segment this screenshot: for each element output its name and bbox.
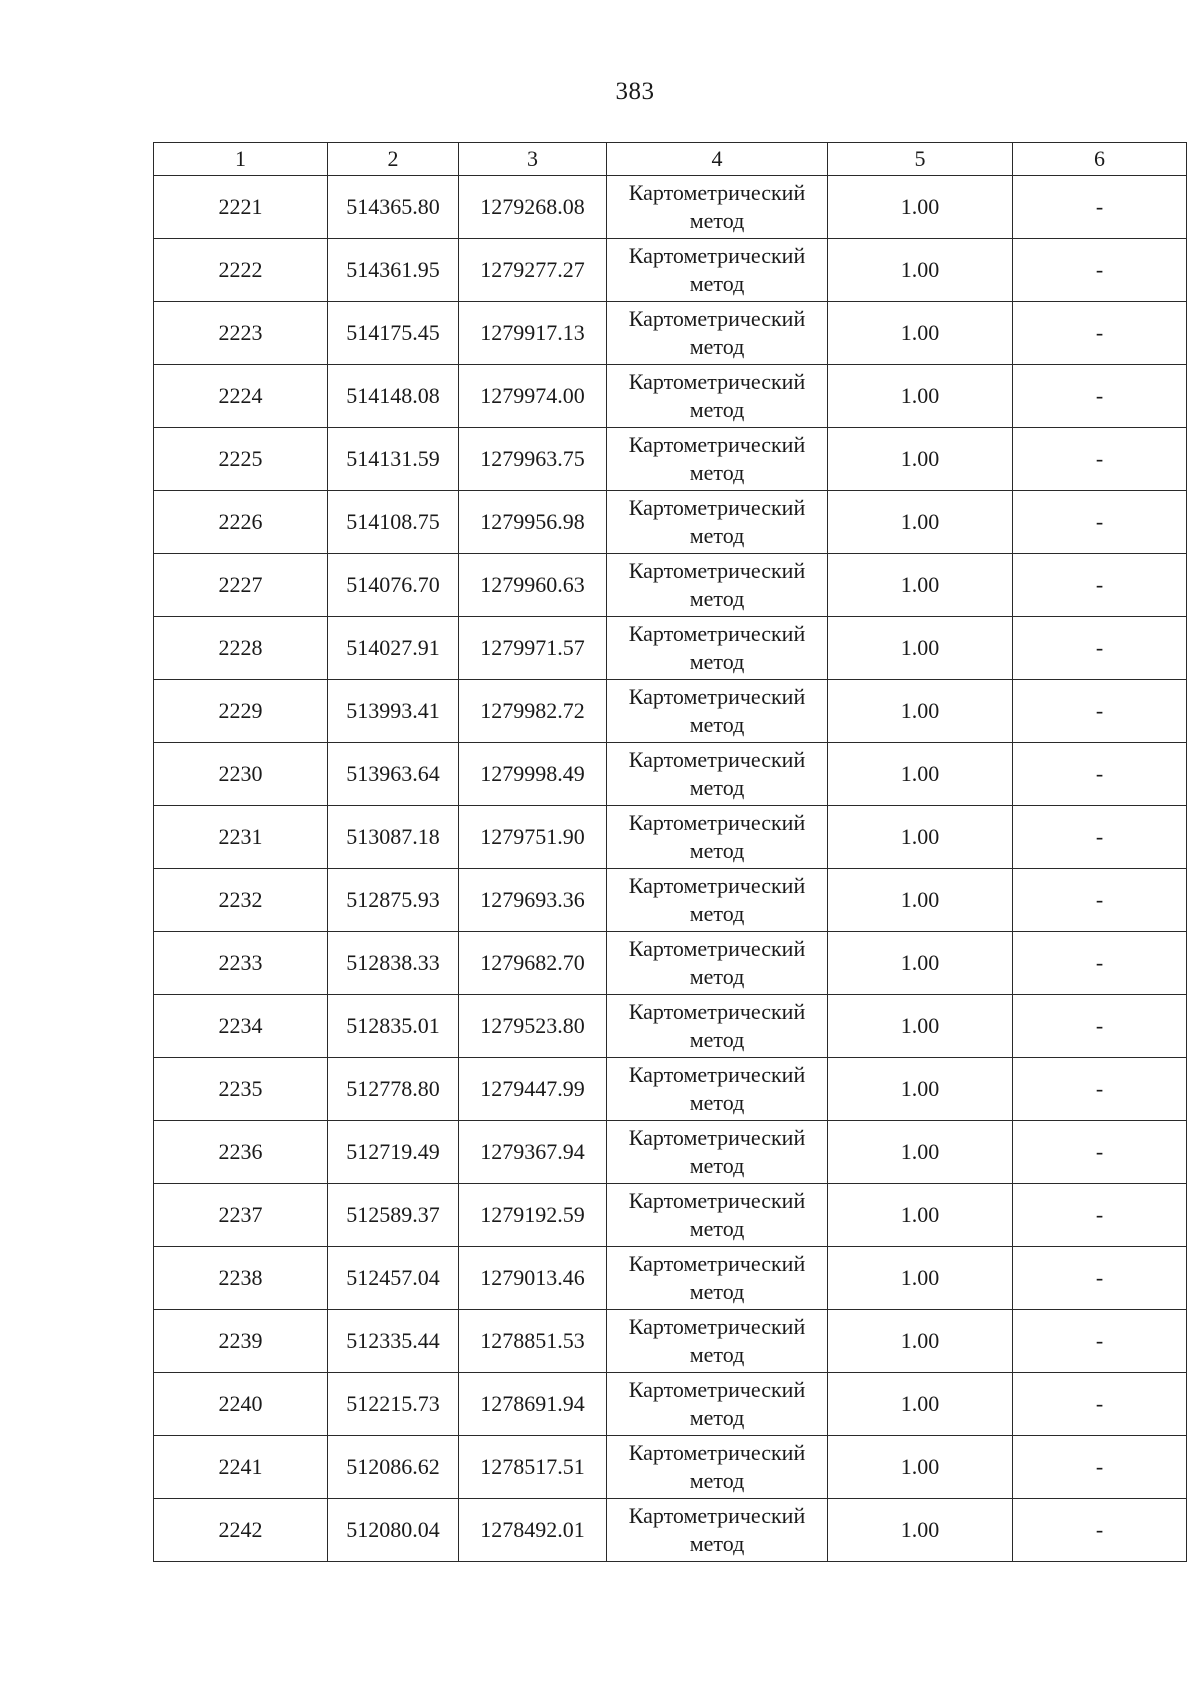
method-line-2: метод: [689, 775, 745, 800]
note-cell: -: [1013, 1184, 1187, 1247]
y-coordinate-cell: 1279974.00: [459, 365, 607, 428]
method-line-2: метод: [689, 964, 745, 989]
point-number-cell: 2223: [154, 302, 328, 365]
accuracy-cell: 1.00: [828, 554, 1013, 617]
method-line-1: Картометрический: [628, 432, 806, 457]
note-cell: -: [1013, 176, 1187, 239]
x-coordinate-cell: 512778.80: [328, 1058, 459, 1121]
accuracy-cell: 1.00: [828, 617, 1013, 680]
accuracy-cell: 1.00: [828, 1436, 1013, 1499]
accuracy-cell: 1.00: [828, 1247, 1013, 1310]
y-coordinate-cell: 1278517.51: [459, 1436, 607, 1499]
method-cell: [607, 1184, 828, 1247]
table-row: [154, 995, 1187, 1058]
y-coordinate-cell: 1279682.70: [459, 932, 607, 995]
point-number-cell: 2240: [154, 1373, 328, 1436]
method-line-1: Картометрический: [628, 1251, 806, 1276]
note-cell: -: [1013, 743, 1187, 806]
method-cell: [607, 995, 828, 1058]
point-number-cell: 2235: [154, 1058, 328, 1121]
accuracy-cell: 1.00: [828, 491, 1013, 554]
y-coordinate-cell: 1279917.13: [459, 302, 607, 365]
method-line-1: Картометрический: [628, 180, 806, 205]
note-cell: -: [1013, 239, 1187, 302]
method-line-1: Картометрический: [628, 1062, 806, 1087]
method-line-2: метод: [689, 901, 745, 926]
note-cell: -: [1013, 1310, 1187, 1373]
method-line-2: метод: [689, 1405, 745, 1430]
method-line-1: Картометрический: [628, 621, 806, 646]
x-coordinate-cell: 514108.75: [328, 491, 459, 554]
method-line-2: метод: [689, 1531, 745, 1556]
table-header: [154, 143, 1187, 176]
method-line-1: Картометрический: [628, 810, 806, 835]
method-line-2: метод: [689, 1153, 745, 1178]
method-cell: [607, 1247, 828, 1310]
header-col-6: 6: [1013, 143, 1187, 176]
method-cell: [607, 302, 828, 365]
table-row: [154, 1058, 1187, 1121]
method-cell: [607, 743, 828, 806]
method-cell: [607, 554, 828, 617]
table-row: [154, 1499, 1187, 1562]
y-coordinate-cell: 1278691.94: [459, 1373, 607, 1436]
point-number-cell: 2230: [154, 743, 328, 806]
method-line-1: Картометрический: [628, 936, 806, 961]
x-coordinate-cell: 513963.64: [328, 743, 459, 806]
note-cell: -: [1013, 995, 1187, 1058]
table-row: [154, 176, 1187, 239]
method-line-1: Картометрический: [628, 873, 806, 898]
y-coordinate-cell: 1279971.57: [459, 617, 607, 680]
method-cell: [607, 239, 828, 302]
point-number-cell: 2242: [154, 1499, 328, 1562]
x-coordinate-cell: 512335.44: [328, 1310, 459, 1373]
method-cell: [607, 1499, 828, 1562]
x-coordinate-cell: 514175.45: [328, 302, 459, 365]
table-row: [154, 239, 1187, 302]
point-number-cell: 2233: [154, 932, 328, 995]
x-coordinate-cell: 512589.37: [328, 1184, 459, 1247]
table-row: [154, 680, 1187, 743]
method-line-2: метод: [689, 1468, 745, 1493]
method-line-1: Картометрический: [628, 1440, 806, 1465]
method-line-2: метод: [689, 586, 745, 611]
x-coordinate-cell: 514365.80: [328, 176, 459, 239]
accuracy-cell: 1.00: [828, 176, 1013, 239]
page-number: 383: [615, 78, 655, 105]
point-number-cell: 2228: [154, 617, 328, 680]
note-cell: -: [1013, 806, 1187, 869]
y-coordinate-cell: 1279447.99: [459, 1058, 607, 1121]
method-cell: [607, 1373, 828, 1436]
method-line-1: Картометрический: [628, 999, 806, 1024]
method-line-1: Картометрический: [628, 1125, 806, 1150]
x-coordinate-cell: 512838.33: [328, 932, 459, 995]
header-col-3: 3: [459, 143, 607, 176]
method-line-2: метод: [689, 334, 745, 359]
method-cell: [607, 680, 828, 743]
method-line-2: метод: [689, 208, 745, 233]
method-line-2: метод: [689, 1279, 745, 1304]
note-cell: -: [1013, 302, 1187, 365]
accuracy-cell: 1.00: [828, 1184, 1013, 1247]
y-coordinate-cell: 1279367.94: [459, 1121, 607, 1184]
table-row: [154, 1310, 1187, 1373]
x-coordinate-cell: 514361.95: [328, 239, 459, 302]
note-cell: -: [1013, 1247, 1187, 1310]
x-coordinate-cell: 514148.08: [328, 365, 459, 428]
point-number-cell: 2238: [154, 1247, 328, 1310]
y-coordinate-cell: 1279693.36: [459, 869, 607, 932]
accuracy-cell: 1.00: [828, 1310, 1013, 1373]
method-cell: [607, 1436, 828, 1499]
y-coordinate-cell: 1278851.53: [459, 1310, 607, 1373]
header-col-1: 1: [154, 143, 328, 176]
table-row: [154, 806, 1187, 869]
method-line-2: метод: [689, 1027, 745, 1052]
table-row: [154, 1436, 1187, 1499]
header-col-5: 5: [828, 143, 1013, 176]
y-coordinate-cell: 1279192.59: [459, 1184, 607, 1247]
x-coordinate-cell: 512086.62: [328, 1436, 459, 1499]
method-line-1: Картометрический: [628, 1377, 806, 1402]
note-cell: -: [1013, 554, 1187, 617]
table-row: [154, 491, 1187, 554]
note-cell: -: [1013, 932, 1187, 995]
method-cell: [607, 365, 828, 428]
note-cell: -: [1013, 365, 1187, 428]
note-cell: -: [1013, 1121, 1187, 1184]
accuracy-cell: 1.00: [828, 365, 1013, 428]
note-cell: -: [1013, 1499, 1187, 1562]
method-line-2: метод: [689, 1090, 745, 1115]
method-line-1: Картометрический: [628, 1503, 806, 1528]
note-cell: -: [1013, 680, 1187, 743]
accuracy-cell: 1.00: [828, 1499, 1013, 1562]
point-number-cell: 2222: [154, 239, 328, 302]
accuracy-cell: 1.00: [828, 1121, 1013, 1184]
accuracy-cell: 1.00: [828, 1373, 1013, 1436]
note-cell: -: [1013, 428, 1187, 491]
accuracy-cell: 1.00: [828, 995, 1013, 1058]
x-coordinate-cell: 513087.18: [328, 806, 459, 869]
x-coordinate-cell: 514131.59: [328, 428, 459, 491]
coordinates-table: [153, 142, 1187, 1562]
method-line-1: Картометрический: [628, 306, 806, 331]
y-coordinate-cell: 1279998.49: [459, 743, 607, 806]
point-number-cell: 2237: [154, 1184, 328, 1247]
method-line-1: Картометрический: [628, 747, 806, 772]
accuracy-cell: 1.00: [828, 239, 1013, 302]
y-coordinate-cell: 1279960.63: [459, 554, 607, 617]
accuracy-cell: 1.00: [828, 869, 1013, 932]
y-coordinate-cell: 1279956.98: [459, 491, 607, 554]
method-line-1: Картометрический: [628, 495, 806, 520]
table-row: [154, 365, 1187, 428]
point-number-cell: 2232: [154, 869, 328, 932]
point-number-cell: 2227: [154, 554, 328, 617]
y-coordinate-cell: 1279523.80: [459, 995, 607, 1058]
table-row: [154, 428, 1187, 491]
method-line-2: метод: [689, 271, 745, 296]
x-coordinate-cell: 514027.91: [328, 617, 459, 680]
accuracy-cell: 1.00: [828, 806, 1013, 869]
x-coordinate-cell: 512080.04: [328, 1499, 459, 1562]
table-row: [154, 1247, 1187, 1310]
method-line-2: метод: [689, 649, 745, 674]
point-number-cell: 2225: [154, 428, 328, 491]
method-cell: [607, 1121, 828, 1184]
header-col-4: 4: [607, 143, 828, 176]
note-cell: -: [1013, 1373, 1187, 1436]
note-cell: -: [1013, 1058, 1187, 1121]
table-row: [154, 554, 1187, 617]
note-cell: -: [1013, 869, 1187, 932]
method-line-2: метод: [689, 397, 745, 422]
table-row: [154, 743, 1187, 806]
method-cell: [607, 491, 828, 554]
method-cell: [607, 428, 828, 491]
method-line-1: Картометрический: [628, 684, 806, 709]
method-line-2: метод: [689, 838, 745, 863]
note-cell: -: [1013, 1436, 1187, 1499]
accuracy-cell: 1.00: [828, 743, 1013, 806]
method-line-1: Картометрический: [628, 369, 806, 394]
table-row: [154, 1121, 1187, 1184]
method-cell: [607, 869, 828, 932]
method-cell: [607, 1058, 828, 1121]
y-coordinate-cell: 1279963.75: [459, 428, 607, 491]
accuracy-cell: 1.00: [828, 1058, 1013, 1121]
method-line-1: Картометрический: [628, 558, 806, 583]
table-row: [154, 302, 1187, 365]
table-row: [154, 869, 1187, 932]
header-col-2: 2: [328, 143, 459, 176]
method-line-2: метод: [689, 1342, 745, 1367]
point-number-cell: 2239: [154, 1310, 328, 1373]
point-number-cell: 2229: [154, 680, 328, 743]
accuracy-cell: 1.00: [828, 680, 1013, 743]
y-coordinate-cell: 1278492.01: [459, 1499, 607, 1562]
x-coordinate-cell: 512215.73: [328, 1373, 459, 1436]
y-coordinate-cell: 1279751.90: [459, 806, 607, 869]
method-cell: [607, 617, 828, 680]
point-number-cell: 2231: [154, 806, 328, 869]
method-cell: [607, 806, 828, 869]
method-line-1: Картометрический: [628, 243, 806, 268]
table-row: [154, 617, 1187, 680]
y-coordinate-cell: 1279277.27: [459, 239, 607, 302]
method-line-1: Картометрический: [628, 1188, 806, 1213]
method-line-1: Картометрический: [628, 1314, 806, 1339]
table-body: [154, 176, 1187, 1562]
accuracy-cell: 1.00: [828, 932, 1013, 995]
table-row: [154, 1373, 1187, 1436]
point-number-cell: 2226: [154, 491, 328, 554]
x-coordinate-cell: 512835.01: [328, 995, 459, 1058]
x-coordinate-cell: 512719.49: [328, 1121, 459, 1184]
accuracy-cell: 1.00: [828, 428, 1013, 491]
x-coordinate-cell: 512457.04: [328, 1247, 459, 1310]
point-number-cell: 2241: [154, 1436, 328, 1499]
table-row: [154, 932, 1187, 995]
point-number-cell: 2236: [154, 1121, 328, 1184]
x-coordinate-cell: 512875.93: [328, 869, 459, 932]
method-cell: [607, 1310, 828, 1373]
accuracy-cell: 1.00: [828, 302, 1013, 365]
point-number-cell: 2224: [154, 365, 328, 428]
method-line-2: метод: [689, 523, 745, 548]
point-number-cell: 2221: [154, 176, 328, 239]
header-row: [154, 143, 1187, 176]
method-line-2: метод: [689, 460, 745, 485]
method-line-2: метод: [689, 1216, 745, 1241]
y-coordinate-cell: 1279268.08: [459, 176, 607, 239]
y-coordinate-cell: 1279013.46: [459, 1247, 607, 1310]
table-row: [154, 1184, 1187, 1247]
y-coordinate-cell: 1279982.72: [459, 680, 607, 743]
x-coordinate-cell: 513993.41: [328, 680, 459, 743]
method-cell: [607, 932, 828, 995]
note-cell: -: [1013, 491, 1187, 554]
method-cell: [607, 176, 828, 239]
method-line-2: метод: [689, 712, 745, 737]
x-coordinate-cell: 514076.70: [328, 554, 459, 617]
note-cell: -: [1013, 617, 1187, 680]
point-number-cell: 2234: [154, 995, 328, 1058]
